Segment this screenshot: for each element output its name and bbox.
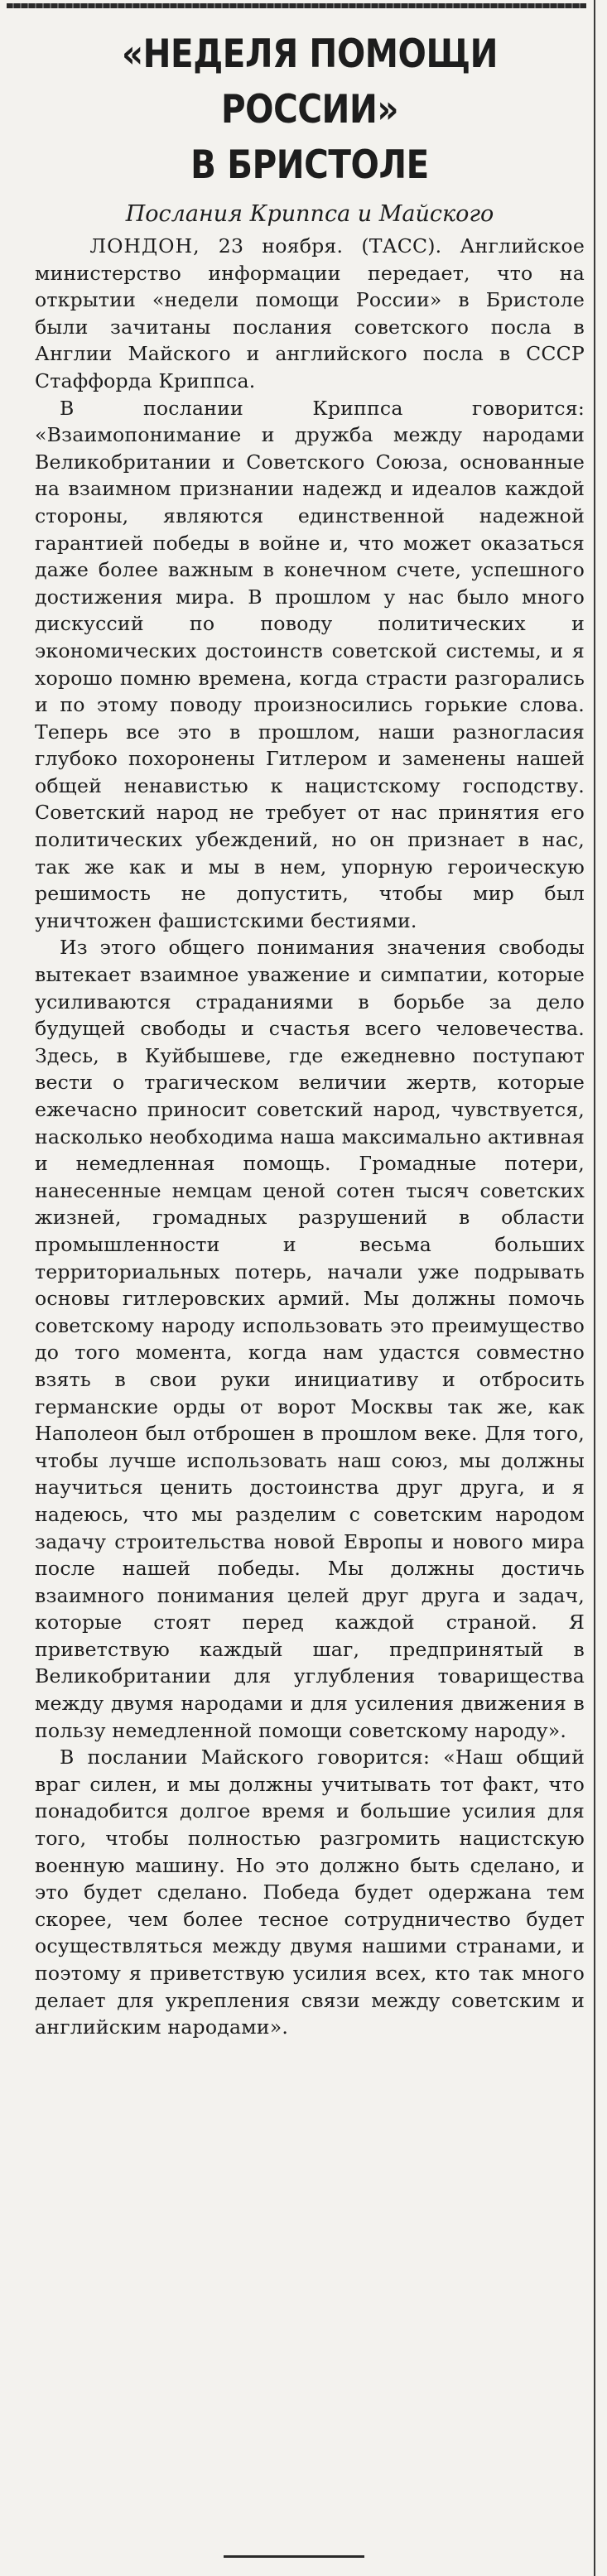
paragraph-maisky: В послании Майского говорится: «Наш общий враг силен, и мы должны учитывать тот факт, что понадобится долгое время и большие усилия для того, чтобы полностью разгромить нацистскую военную машину. Но это должно быть сделано, и это будет сделано. Победа будет одержана тем скорее, чем более тесное сотрудничество будет осуществляться между двумя нашими странами, и поэтому я приветствую усилия всех, кто так много делает для укрепления связи между советским и английским народами».	[35, 1745, 585, 2039]
headline	[73, 25, 546, 193]
headline-line-1: «НЕДЕЛЯ ПОМОЩИ РОССИИ»	[121, 31, 499, 132]
paragraph-cripps: В послании Криппса говорится: «Взаимопонимание и дружба между народами Великобритании и Советского Союза, основанные на взаимном признании надежд и идеалов каждой стороны, являются единственной надежной гарантией победы в войне и, что может оказаться даже более важным в конечном счете, успешного достижения мира. В прошлом у нас было много дискуссий по поводу политических и экономических достоинств советской системы, и я хорошо помню времена, когда страсти разгорались и по этому поводу произносились горькие слова. Теперь все это в прошлом, наши разногласия глубоко похоронены Гитлером и заменены нашей общей ненавистью к нацистскому господству. Советский народ не требует от нас принятия его политических убеждений, но он признает в нас, так же как и мы в нем, упорную героическую решимость не допустить, чтобы мир был уничтожен фашистскими бестиями.	[35, 396, 585, 932]
adjacent-column-edge	[594, 0, 607, 2576]
dateline-paragraph	[35, 233, 585, 395]
dateline-place: ЛОНДОН,	[89, 234, 200, 258]
article-body	[35, 233, 585, 2041]
paragraph-cripps-continued: Из этого общего понимания значения свободы вытекает взаимное уважение и симпатии, которые усиливаются страданиями в борьбе за дело будущей свободы и счастья всего человечества. Здесь, в Куйбышеве, где ежедневно поступают вести о трагическом величии жертв, которые ежечасно приносит советский народ, чувствуется, насколько необходима наша максимально активная и немедленная помощь. Громадные потери, нанесенные немцам ценой сотен тысяч советских жизней, громадных разрушений в области промышленности и весьма больших территориальных потерь, начали уже подрывать основы гитлеровских армий. Мы должны помочь советскому народу использовать это преимущество до того момента, когда нам удастся совместно взять в свои руки инициативу и отбросить германские орды от ворот Москвы так же, как Наполеон был отброшен в прошлом веке. Для того, чтобы лучше использовать наш союз, мы должны научиться ценить достоинства друг друга, и я надеюсь, что мы разделим с советским народом задачу строительства новой Европы и нового мира после нашей победы. Мы должны достичь взаимного понимания целей друг друга и задач, которые стоят перед каждой страной. Я приветствую каждый шаг, предпринятый в Великобритании для углубления товарищества между двумя народами и для усиления движения в пользу немедленной помощи советскому народу».	[35, 936, 585, 1742]
top-rule	[7, 3, 586, 8]
subtitle: Послания Криппса и Майского	[125, 201, 494, 227]
article	[35, 25, 585, 2041]
headline-line-2: В БРИСТОЛЕ	[190, 142, 429, 188]
article-end-rule	[224, 2555, 364, 2558]
dateline-text: 23 ноября. (ТАСС). Английское министерство информации передает, что на открытии «недели помощи России» в Бристоле были зачитаны послания советского посла в Англии Майского и английского посла в СССР Стаффорда Криппса.	[35, 234, 585, 392]
